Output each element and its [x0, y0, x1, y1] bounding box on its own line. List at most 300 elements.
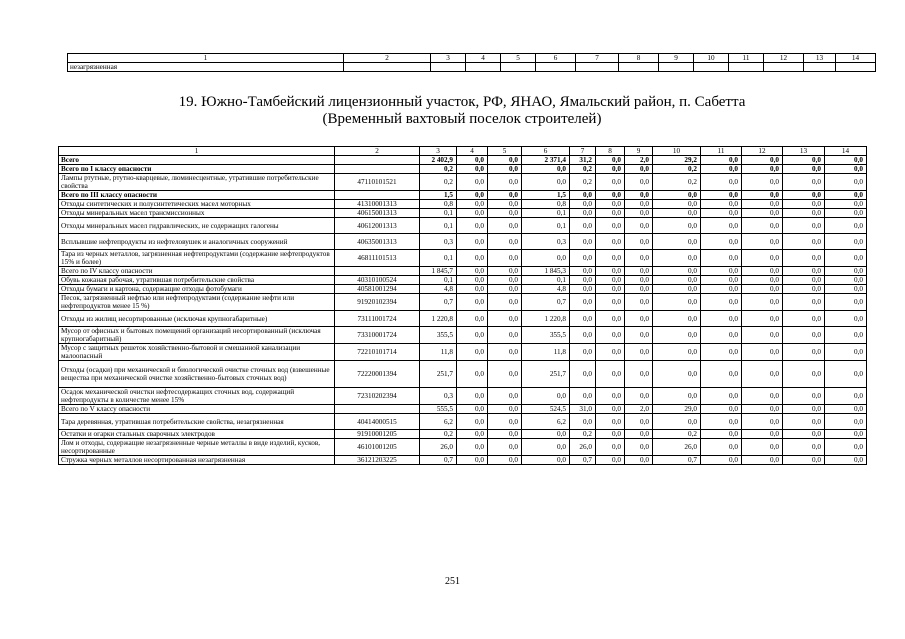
waste-code-cell [335, 267, 420, 276]
value-cell: 0,0 [701, 218, 742, 234]
table-row [59, 430, 867, 439]
value-cell: 0,0 [825, 388, 867, 405]
column-number-header: 3 [431, 54, 466, 63]
column-number-header: 7 [570, 147, 596, 156]
value-cell: 0,0 [457, 439, 488, 456]
value-cell: 0,0 [488, 200, 522, 209]
column-number-header: 4 [466, 54, 501, 63]
value-cell: 0,0 [457, 250, 488, 267]
value-cell: 0,0 [653, 294, 701, 311]
value-cell: 0,0 [701, 200, 742, 209]
waste-name-cell: Обувь кожаная рабочая, утратившая потребительские свойства [59, 276, 335, 285]
table-row [59, 209, 867, 218]
value-cell: 0,0 [742, 456, 783, 465]
value-cell: 0,0 [457, 234, 488, 250]
waste-name-cell: Отходы минеральных масел трансмиссионных [59, 209, 335, 218]
waste-name-cell: Всего по IV классу опасности [59, 267, 335, 276]
value-cell: 0,0 [783, 414, 825, 430]
value-cell: 0,0 [783, 439, 825, 456]
value-cell: 0,0 [570, 414, 596, 430]
table-row [59, 234, 867, 250]
value-cell: 0,1 [522, 218, 570, 234]
value-cell: 0,2 [653, 165, 701, 174]
value-cell: 0,0 [701, 311, 742, 327]
value-cell: 0,0 [488, 218, 522, 234]
value-cell: 26,0 [653, 439, 701, 456]
value-cell: 2 402,9 [420, 156, 457, 165]
value-cell: 0,0 [742, 285, 783, 294]
value-cell: 0,0 [653, 414, 701, 430]
value-cell: 0,0 [742, 388, 783, 405]
value-cell: 29,2 [653, 156, 701, 165]
value-cell: 0,0 [625, 388, 653, 405]
value-cell: 0,0 [488, 250, 522, 267]
waste-code-cell: 73310001724 [335, 327, 420, 344]
page-number: 251 [445, 576, 460, 587]
value-cell: 0,0 [596, 191, 625, 200]
waste-name-cell: Всего по III классу опасности [59, 191, 335, 200]
waste-code-cell: 72310202394 [335, 388, 420, 405]
value-cell: 0,0 [625, 218, 653, 234]
value-cell: 0,0 [825, 361, 867, 388]
waste-name-cell: Тара деревянная, утратившая потребительские свойства, незагрязненная [59, 414, 335, 430]
value-cell: 0,0 [701, 191, 742, 200]
value-cell: 0,0 [825, 165, 867, 174]
table-row [59, 174, 867, 191]
column-number-header: 3 [420, 147, 457, 156]
value-cell: 26,0 [570, 439, 596, 456]
table-row [59, 294, 867, 311]
value-cell: 0,0 [596, 439, 625, 456]
column-number-header: 14 [825, 147, 867, 156]
column-number-header: 14 [836, 54, 876, 63]
value-cell: 0,0 [825, 174, 867, 191]
value-cell: 0,1 [420, 250, 457, 267]
waste-code-cell: 46101001205 [335, 439, 420, 456]
value-cell: 0,0 [522, 388, 570, 405]
waste-code-cell: 72220001394 [335, 361, 420, 388]
value-cell: 2 371,4 [522, 156, 570, 165]
value-cell: 0,0 [783, 156, 825, 165]
waste-name-cell: Всего по I классу опасности [59, 165, 335, 174]
table-row [59, 439, 867, 456]
value-cell: 0,0 [653, 267, 701, 276]
waste-name-cell: Всплывшие нефтепродукты из нефтеловушек и аналогичных сооружений [59, 234, 335, 250]
value-cell: 0,0 [488, 276, 522, 285]
value-cell: 0,0 [570, 200, 596, 209]
waste-code-cell: 36121203225 [335, 456, 420, 465]
value-cell: 0,0 [488, 156, 522, 165]
value-cell: 0,0 [488, 414, 522, 430]
value-cell: 0,0 [825, 405, 867, 414]
value-cell: 0,0 [701, 250, 742, 267]
value-cell: 0,0 [701, 209, 742, 218]
value-cell: 0,0 [783, 218, 825, 234]
value-cell: 0,0 [701, 276, 742, 285]
section-title [58, 94, 866, 128]
value-cell: 0,0 [488, 405, 522, 414]
value-cell: 0,0 [625, 234, 653, 250]
value-cell: 1 845,3 [522, 267, 570, 276]
value-cell: 0,0 [596, 361, 625, 388]
value-cell: 0,0 [457, 414, 488, 430]
value-cell: 355,5 [522, 327, 570, 344]
value-cell: 0,0 [596, 344, 625, 361]
waste-name-cell: Отходы минеральных масел гидравлических, не содержащих галогены [59, 218, 335, 234]
column-number-header: 12 [742, 147, 783, 156]
value-cell: 0,2 [570, 165, 596, 174]
value-cell: 0,0 [783, 200, 825, 209]
waste-name-cell: Отходы (осадки) при механической и биологической очистке сточных вод (взвешенные вещества при механической очистке хозяйственно-бытовых сточных вод) [59, 361, 335, 388]
value-cell: 0,0 [701, 294, 742, 311]
value-cell: 0,0 [825, 218, 867, 234]
value-cell: 0,2 [653, 430, 701, 439]
value-cell: 0,0 [701, 267, 742, 276]
table-row [59, 285, 867, 294]
value-cell: 0,0 [625, 267, 653, 276]
value-cell: 0,0 [457, 191, 488, 200]
value-cell: 0,0 [825, 285, 867, 294]
column-number-header: 9 [625, 147, 653, 156]
waste-name-cell: Всего [59, 156, 335, 165]
value-cell: 0,0 [701, 439, 742, 456]
value-cell: 0,0 [625, 294, 653, 311]
value-cell: 0,0 [596, 267, 625, 276]
table-row [59, 267, 867, 276]
value-cell: 0,0 [653, 344, 701, 361]
value-cell: 0,0 [596, 276, 625, 285]
value-cell: 0,0 [522, 165, 570, 174]
section-title-line2: (Временный вахтовый поселок строителей) [322, 111, 602, 127]
value-cell: 251,7 [522, 361, 570, 388]
table-row [59, 327, 867, 344]
value-cell: 0,0 [625, 430, 653, 439]
value-cell: 0,0 [570, 285, 596, 294]
table-row [59, 165, 867, 174]
value-cell: 0,0 [742, 200, 783, 209]
waste-code-cell: 40581001294 [335, 285, 420, 294]
waste-code-cell [335, 405, 420, 414]
value-cell: 555,5 [420, 405, 457, 414]
value-cell: 0,0 [488, 234, 522, 250]
waste-code-cell: 40615001313 [335, 209, 420, 218]
value-cell: 0,0 [701, 234, 742, 250]
value-cell: 0,0 [488, 327, 522, 344]
value-cell: 0,0 [825, 276, 867, 285]
value-cell: 0,0 [596, 327, 625, 344]
value-cell: 0,0 [783, 191, 825, 200]
value-cell: 0,0 [570, 294, 596, 311]
value-cell: 0,0 [742, 234, 783, 250]
value-cell: 0,0 [522, 174, 570, 191]
value-cell: 0,0 [625, 165, 653, 174]
value-cell: 0,7 [522, 294, 570, 311]
value-cell: 0,1 [522, 209, 570, 218]
table-header-row [59, 147, 867, 156]
column-number-header: 2 [344, 54, 431, 63]
value-cell: 0,0 [701, 430, 742, 439]
value-cell: 0,0 [653, 388, 701, 405]
value-cell: 0,0 [596, 165, 625, 174]
value-cell: 11,8 [420, 344, 457, 361]
value-cell: 0,0 [625, 285, 653, 294]
value-cell: 0,0 [825, 456, 867, 465]
value-cell: 1 845,7 [420, 267, 457, 276]
value-cell: 0,2 [570, 174, 596, 191]
column-number-header: 4 [457, 147, 488, 156]
value-cell: 0,0 [783, 285, 825, 294]
value-cell: 0,2 [420, 165, 457, 174]
value-cell: 0,0 [488, 191, 522, 200]
value-cell: 0,0 [653, 276, 701, 285]
value-cell: 0,0 [742, 209, 783, 218]
waste-name-cell: Тара из черных металлов, загрязненная нефтепродуктами (содержание нефтепродуктов 15% и более) [59, 250, 335, 267]
column-number-header: 13 [783, 147, 825, 156]
value-cell: 0,7 [420, 456, 457, 465]
value-cell: 0,0 [653, 250, 701, 267]
value-cell: 0,0 [783, 234, 825, 250]
value-cell: 0,0 [742, 191, 783, 200]
value-cell: 0,0 [457, 294, 488, 311]
value-cell: 0,8 [522, 200, 570, 209]
column-number-header: 10 [694, 54, 729, 63]
value-cell: 0,1 [522, 276, 570, 285]
value-cell: 0,0 [457, 430, 488, 439]
value-cell: 0,0 [825, 414, 867, 430]
value-cell: 0,0 [625, 276, 653, 285]
value-cell: 0,3 [420, 234, 457, 250]
waste-name-cell: Лампы ртутные, ртутно-кварцевые, люминесцентные, утратившие потребительские свойства [59, 174, 335, 191]
column-number-header: 6 [522, 147, 570, 156]
waste-name-cell: Осадок механической очистки нефтесодержащих сточных вод, содержащий нефтепродукты в количестве менее 15% [59, 388, 335, 405]
value-cell: 0,0 [522, 456, 570, 465]
value-cell: 0,0 [596, 311, 625, 327]
column-number-header: 6 [536, 54, 576, 63]
value-cell: 0,0 [742, 327, 783, 344]
value-cell: 0,7 [570, 456, 596, 465]
column-number-header: 13 [804, 54, 836, 63]
waste-code-cell [335, 156, 420, 165]
value-cell: 0,7 [653, 456, 701, 465]
value-cell: 1 220,8 [420, 311, 457, 327]
value-cell: 0,0 [653, 361, 701, 388]
value-cell: 0,0 [825, 327, 867, 344]
column-number-header: 5 [488, 147, 522, 156]
value-cell: 0,0 [825, 200, 867, 209]
column-number-header: 1 [68, 54, 344, 63]
waste-code-cell: 40414000515 [335, 414, 420, 430]
value-cell: 0,0 [742, 218, 783, 234]
value-cell: 0,0 [742, 405, 783, 414]
value-cell: 4,8 [522, 285, 570, 294]
table-row [59, 191, 867, 200]
value-cell: 0,0 [701, 327, 742, 344]
waste-name-cell: Всего по V классу опасности [59, 405, 335, 414]
value-cell: 0,1 [420, 218, 457, 234]
column-number-header: 10 [653, 147, 701, 156]
value-cell: 0,0 [742, 267, 783, 276]
value-cell: 0,0 [457, 405, 488, 414]
value-cell: 0,0 [742, 250, 783, 267]
table-row [59, 344, 867, 361]
table-row [59, 311, 867, 327]
waste-code-cell: 40612001313 [335, 218, 420, 234]
value-cell: 0,0 [457, 174, 488, 191]
value-cell: 0,0 [457, 209, 488, 218]
waste-name-cell: Песок, загрязненный нефтью или нефтепродуктами (содержание нефти или нефтепродуктов менее 15 %) [59, 294, 335, 311]
value-cell: 0,0 [596, 209, 625, 218]
value-cell: 0,0 [570, 218, 596, 234]
value-cell: 0,0 [625, 174, 653, 191]
value-cell: 26,0 [420, 439, 457, 456]
waste-code-cell [335, 191, 420, 200]
value-cell: 0,0 [457, 276, 488, 285]
value-cell: 0,0 [625, 250, 653, 267]
column-number-header: 9 [659, 54, 694, 63]
value-cell: 0,0 [625, 344, 653, 361]
value-cell: 0,0 [825, 267, 867, 276]
value-cell: 0,0 [742, 439, 783, 456]
value-cell: 0,0 [457, 156, 488, 165]
value-cell: 0,3 [420, 388, 457, 405]
value-cell: 0,0 [457, 200, 488, 209]
value-cell: 0,0 [570, 250, 596, 267]
value-cell: 0,0 [570, 267, 596, 276]
value-cell: 0,0 [570, 209, 596, 218]
value-cell: 0,0 [742, 344, 783, 361]
value-cell: 0,0 [488, 388, 522, 405]
value-cell: 0,0 [625, 200, 653, 209]
value-cell: 0,0 [488, 361, 522, 388]
value-cell: 0,0 [783, 294, 825, 311]
table-row [59, 250, 867, 267]
value-cell: 0,0 [742, 430, 783, 439]
waste-name-cell: Лом и отходы, содержащие незагрязненные черные металлы в виде изделий, кусков, несортированные [59, 439, 335, 456]
value-cell: 0,0 [457, 267, 488, 276]
value-cell: 0,0 [457, 285, 488, 294]
value-cell: 0,0 [783, 361, 825, 388]
value-cell: 0,0 [596, 430, 625, 439]
value-cell: 0,0 [653, 200, 701, 209]
value-cell: 251,7 [420, 361, 457, 388]
value-cell: 0,0 [701, 388, 742, 405]
value-cell: 0,0 [625, 209, 653, 218]
value-cell: 2,0 [625, 156, 653, 165]
top-continuation-table [67, 53, 876, 72]
value-cell: 0,0 [570, 311, 596, 327]
value-cell: 0,0 [488, 174, 522, 191]
value-cell: 0,0 [825, 344, 867, 361]
value-cell: 0,0 [825, 234, 867, 250]
waste-code-cell: 91920102394 [335, 294, 420, 311]
value-cell: 0,2 [420, 174, 457, 191]
waste-name-cell: Мусор с защитных решеток хозяйственно-бытовой и смешанной канализации малоопасный [59, 344, 335, 361]
value-cell: 0,0 [488, 209, 522, 218]
value-cell: 0,0 [825, 156, 867, 165]
value-cell: 0,0 [783, 327, 825, 344]
value-cell: 0,0 [625, 456, 653, 465]
value-cell: 0,0 [742, 156, 783, 165]
value-cell: 6,2 [522, 414, 570, 430]
value-cell: 0,0 [825, 209, 867, 218]
value-cell: 0,0 [783, 209, 825, 218]
value-cell: 0,0 [570, 327, 596, 344]
value-cell: 0,0 [457, 327, 488, 344]
value-cell: 29,0 [653, 405, 701, 414]
value-cell: 0,0 [596, 174, 625, 191]
value-cell: 0,0 [701, 456, 742, 465]
value-cell: 0,0 [742, 276, 783, 285]
table-row [59, 156, 867, 165]
value-cell: 0,0 [570, 344, 596, 361]
value-cell: 0,0 [825, 294, 867, 311]
value-cell: 0,0 [570, 361, 596, 388]
waste-name-cell: Отходы синтетических и полусинтетических масел моторных [59, 200, 335, 209]
value-cell: 11,8 [522, 344, 570, 361]
value-cell: 0,7 [420, 294, 457, 311]
value-cell: 0,0 [783, 250, 825, 267]
value-cell: 0,0 [596, 218, 625, 234]
value-cell: 0,0 [457, 165, 488, 174]
value-cell: 0,0 [596, 405, 625, 414]
value-cell: 0,0 [701, 405, 742, 414]
value-cell: 1,5 [420, 191, 457, 200]
value-cell: 0,0 [742, 414, 783, 430]
table-row [59, 200, 867, 209]
table-row [59, 276, 867, 285]
value-cell: 0,0 [488, 165, 522, 174]
value-cell: 0,0 [488, 430, 522, 439]
column-number-header: 5 [501, 54, 536, 63]
value-cell: 0,0 [596, 294, 625, 311]
value-cell: 0,0 [522, 250, 570, 267]
value-cell: 0,0 [783, 165, 825, 174]
value-cell: 0,0 [653, 285, 701, 294]
value-cell: 0,8 [420, 200, 457, 209]
value-cell: 1,5 [522, 191, 570, 200]
waste-name-cell: Отходы из жилищ несортированные (исключая крупногабаритные) [59, 311, 335, 327]
value-cell: 0,0 [596, 156, 625, 165]
value-cell: 0,0 [570, 234, 596, 250]
value-cell: 0,0 [596, 234, 625, 250]
value-cell: 0,0 [783, 430, 825, 439]
value-cell: 0,2 [420, 430, 457, 439]
value-cell: 0,0 [488, 344, 522, 361]
value-cell: 0,0 [625, 439, 653, 456]
value-cell: 0,0 [742, 165, 783, 174]
column-number-header: 8 [619, 54, 659, 63]
value-cell: 0,0 [596, 285, 625, 294]
value-cell: 0,0 [701, 285, 742, 294]
value-cell: 355,5 [420, 327, 457, 344]
waste-code-cell: 73111001724 [335, 311, 420, 327]
value-cell: 0,1 [420, 209, 457, 218]
value-cell: 524,5 [522, 405, 570, 414]
value-cell: 31,2 [570, 156, 596, 165]
value-cell: 0,0 [457, 388, 488, 405]
value-cell: 6,2 [420, 414, 457, 430]
value-cell: 0,0 [783, 174, 825, 191]
value-cell: 0,0 [783, 456, 825, 465]
table-row [59, 388, 867, 405]
waste-code-cell: 41310001313 [335, 200, 420, 209]
value-cell: 0,0 [488, 267, 522, 276]
column-number-header: 1 [59, 147, 335, 156]
value-cell: 0,0 [653, 234, 701, 250]
value-cell: 0,0 [653, 218, 701, 234]
value-cell: 4,8 [420, 285, 457, 294]
top-row-label: незагрязненная [68, 63, 344, 72]
